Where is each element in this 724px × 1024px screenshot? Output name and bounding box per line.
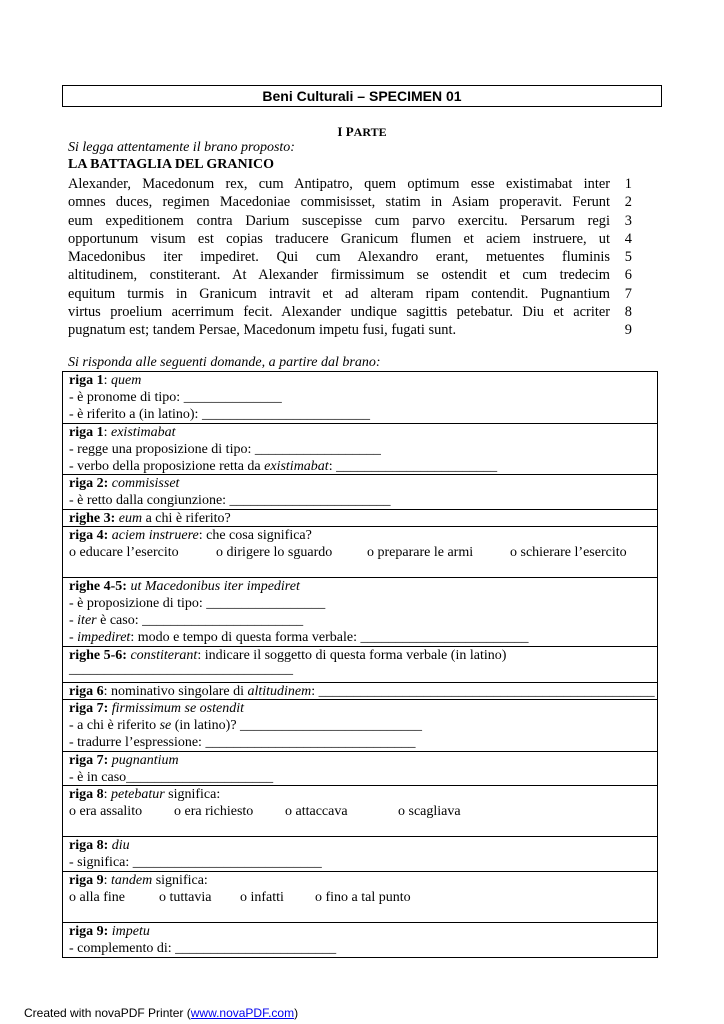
passage-line: eum expeditionem contra Darium suscepisse cum parvo exercitu. Persarum regi [68, 212, 610, 229]
novapdf-link[interactable]: www.novaPDF.com [190, 1006, 295, 1020]
line-numbers [618, 175, 632, 340]
answer-line[interactable]: - è proposizione di tipo: _________________ [69, 596, 326, 611]
passage-line: Macedonibus iter impediret. Qui cum Alexandro erant, metuentes fluminis [68, 249, 610, 266]
answer-line[interactable]: - è in caso_____________________ [69, 770, 274, 785]
passage-line: equitum turmis in Granicum intravit et ad alteram ripam contendit. Pugnantium [68, 285, 610, 302]
answer-line[interactable]: - impediret: modo e tempo di questa forma verbale: ________________________ [69, 630, 529, 645]
document-header [62, 85, 662, 107]
question-q5: riga 4: aciem instruere: che cosa significa? o educare l’esercito o dirigere lo sguardo o preparare le armi o schierare l’esercito [63, 527, 657, 578]
answer-line[interactable]: - complemento di: _______________________ [69, 941, 337, 956]
answer-line[interactable]: - è retto dalla congiunzione: _______________________ [69, 493, 391, 508]
footer-credit: Created with novaPDF Printer (www.novaPDF.com) [24, 1006, 299, 1020]
answer-line[interactable]: - tradurre l’espressione: ______________________________ [69, 735, 416, 750]
answer-line[interactable]: - è riferito a (in latino): ________________________ [69, 407, 370, 422]
line-number: 2 [624, 194, 632, 211]
option[interactable]: o era richiesto [174, 804, 254, 819]
line-number: 6 [624, 267, 632, 284]
options-row [69, 803, 657, 820]
options-row [69, 889, 657, 906]
option[interactable]: o era assalito [69, 804, 143, 819]
question-q13: riga 9: tandem significa: o alla fine o tuttavia o infatti o fino a tal punto [63, 872, 657, 923]
line-number: 3 [624, 212, 632, 229]
answer-line[interactable]: - significa: ___________________________ [69, 855, 322, 870]
option[interactable]: o infatti [240, 890, 284, 905]
option[interactable]: o tuttavia [159, 890, 212, 905]
line-number: 8 [624, 304, 632, 321]
option[interactable]: o attaccava [285, 804, 348, 819]
option[interactable]: o alla fine [69, 890, 125, 905]
passage-line: pugnatum est; tandem Persae, Macedonum impetu fusi, fugati sunt. [68, 322, 457, 339]
question-q11: riga 8: petebatur significa: o era assalito o era richiesto o attaccava o scagliava [63, 786, 657, 837]
passage-line: omnes duces, regimen Macedoniae commisisset, statim in Asiam properavit. Ferunt [68, 194, 610, 211]
line-number: 1 [624, 176, 632, 192]
question-q6: righe 4-5: ut Macedonibus iter impediret - è proposizione di tipo: _________________ - iter è caso: _______________________ - impediret: modo e tempo di questa forma verbale: ________________________ [63, 578, 657, 647]
passage-title: LA BATTAGLIA DEL GRANICO [68, 157, 275, 172]
question-q2: riga 1: existimabat - regge una proposizione di tipo: __________________ - verbo della proposizione retta da existimabat: _______________________ [63, 424, 657, 475]
line-number: 7 [624, 285, 632, 302]
answer-line[interactable]: ________________________________ [69, 662, 293, 677]
answer-line[interactable]: - iter è caso: _______________________ [69, 613, 304, 628]
passage-line: Alexander, Macedonum rex, cum Antipatro, quem optimum esse existimabat inter [68, 176, 610, 192]
question-q14: riga 9: impetu - complemento di: _______________________ [63, 923, 657, 958]
part-heading: I PARTE [337, 124, 387, 139]
question-q3: riga 2: commisisset - è retto dalla congiunzione: _______________________ [63, 475, 657, 510]
option[interactable]: o fino a tal punto [315, 890, 411, 905]
answer-line[interactable]: - verbo della proposizione retta da existimabat: _______________________ [69, 459, 498, 474]
question-q7: righe 5-6: constiterant: indicare il soggetto di questa forma verbale (in latino) ________________________________ [63, 647, 657, 683]
question-q8: riga 6: nominativo singolare di altitudinem: ________________________________________________ [63, 683, 657, 700]
passage-line: altitudinem, constiterant. At Alexander firmissimum se ostendit et cum tredecim [68, 267, 610, 284]
question-q10: riga 7: pugnantium - è in caso_____________________ [63, 752, 657, 786]
answer-line[interactable]: : ________________________________________________ [311, 684, 655, 699]
question-q12: riga 8: diu - significa: ___________________________ [63, 837, 657, 872]
passage-line: opportunum visum est copias traducere Granicum flumen et aciem instruere, ut [68, 230, 610, 247]
line-number: 5 [624, 249, 632, 266]
option[interactable]: o dirigere lo sguardo [216, 545, 333, 560]
line-number: 9 [624, 322, 632, 339]
option[interactable]: o scagliava [398, 804, 461, 819]
answer-line[interactable]: - regge una proposizione di tipo: __________________ [69, 442, 381, 457]
option[interactable]: o educare l’esercito [69, 545, 179, 560]
options-row [69, 544, 657, 561]
option[interactable]: o schierare l’esercito [510, 545, 627, 560]
question-q4: righe 3: eum a chi è riferito? [63, 510, 657, 527]
latin-passage [68, 175, 610, 340]
line-number: 4 [624, 230, 632, 247]
passage-line: virtus proelium acerrimum fecit. Alexander undique sagittis petebatur. Diu et acriter [68, 304, 610, 321]
question-q1: riga 1: quem - è pronome di tipo: ______________ - è riferito a (in latino): ________________________ [63, 372, 657, 424]
answer-line[interactable]: - a chi è riferito se (in latino)? __________________________ [69, 718, 423, 733]
questions-intro: Si risponda alle seguenti domande, a partire dal brano: [68, 355, 381, 370]
answer-line[interactable]: - è pronome di tipo: ______________ [69, 390, 282, 405]
header-title: Beni Culturali – SPECIMEN 01 [262, 88, 462, 104]
instruction-text: Si legga attentamente il brano proposto: [68, 140, 295, 155]
question-q9: riga 7: firmissimum se ostendit - a chi è riferito se (in latino)? __________________________ - tradurre l’espressione: ______________________________ [63, 700, 657, 752]
questions-table [62, 371, 658, 958]
option[interactable]: o preparare le armi [367, 545, 474, 560]
